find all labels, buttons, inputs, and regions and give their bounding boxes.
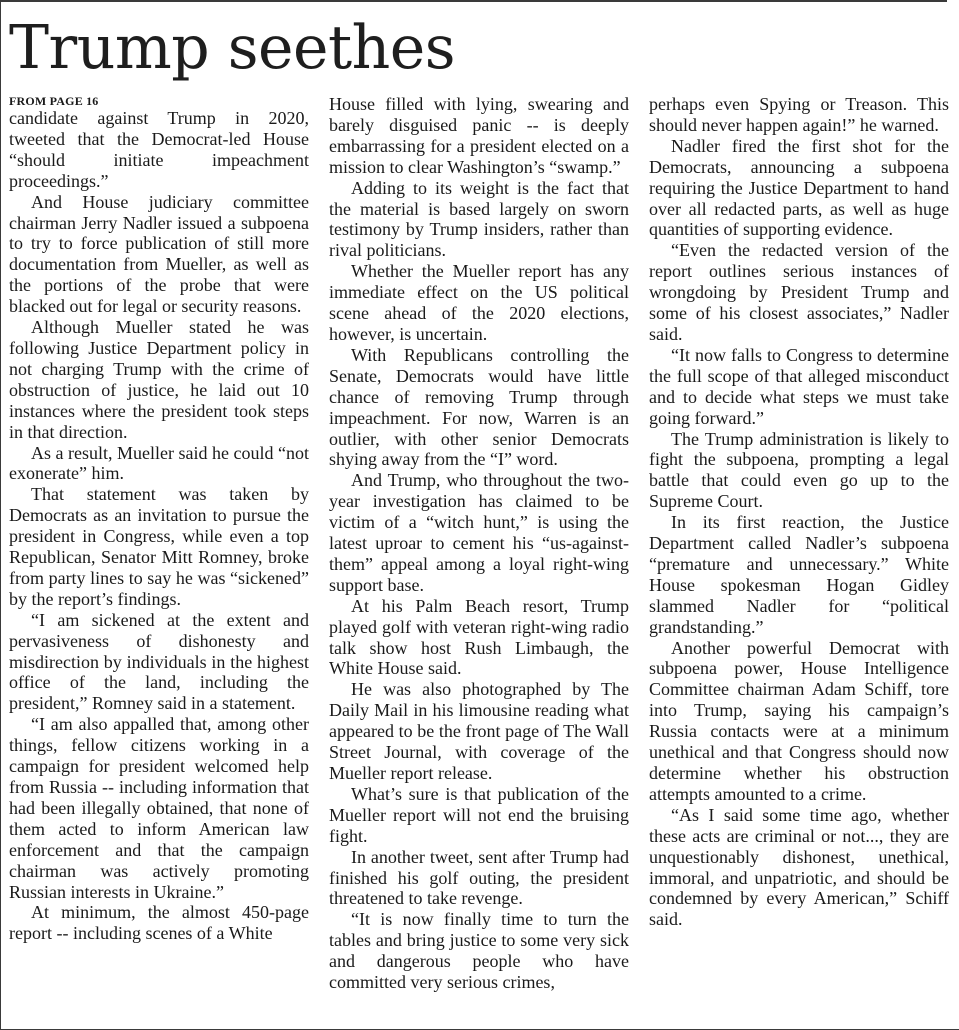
paragraph: “I am also appalled that, among other things, fellow citizens working in a campaign for president welcomed help from Russia -- including information that had been illegally obtained, that none of them acted to inform American law enforcement and that the campaign chairman was actively promoting Russian interests in Ukraine.” bbox=[9, 714, 309, 902]
paragraph: Adding to its weight is the fact that the material is based largely on sworn testimony by Trump insiders, rather than rival politicians. bbox=[329, 177, 629, 261]
column-2 bbox=[329, 94, 629, 1028]
paragraph: At his Palm Beach resort, Trump played golf with veteran right-wing radio talk show host Rush Limbaugh, the White House said. bbox=[329, 595, 629, 679]
paragraph: House filled with lying, swearing and barely disguised panic -- is deeply embarrassing for a president elected on a mission to clear Washington’s “swamp.” bbox=[329, 94, 629, 177]
column-3 bbox=[649, 94, 949, 1028]
paragraph: Although Mueller stated he was following Justice Department policy in not charging Trump with the crime of obstruction of justice, he laid out 10 instances where the president took steps in that direction. bbox=[9, 317, 309, 442]
paragraph: And Trump, who throughout the two-year investigation has claimed to be victim of a “witch hunt,” is using the latest uproar to cement his “us-against-them” appeal among a loyal right-wing support base. bbox=[329, 470, 629, 595]
paragraph: Nadler fired the first shot for the Democrats, announcing a subpoena requiring the Justice Department to hand over all redacted parts, as well as huge quantities of supporting evidence. bbox=[649, 135, 949, 240]
paragraph: With Republicans controlling the Senate, Democrats would have little chance of removing Trump through impeachment. For now, Warren is an outlier, with other senior Democrats shying away from the “I” word. bbox=[329, 344, 629, 470]
column-1 bbox=[9, 94, 309, 1028]
paragraph: “I am sickened at the extent and pervasiveness of dishonesty and misdirection by individuals in the highest office of the land, including the president,” Romney said in a statement. bbox=[9, 609, 309, 714]
headline: Trump seethes bbox=[9, 13, 456, 83]
paragraph: The Trump administration is likely to fight the subpoena, prompting a legal battle that could even go up to the Supreme Court. bbox=[649, 428, 949, 512]
top-rule bbox=[1, 0, 947, 2]
paragraph: And House judiciary committee chairman Jerry Nadler issued a subpoena to try to force publication of still more documentation from Mueller, as well as the portions of the probe that were blacked out for legal or security reasons. bbox=[9, 191, 309, 317]
paragraph: He was also photographed by The Daily Mail in his limousine reading what appeared to be the front page of The Wall Street Journal, with coverage of the Mueller report release. bbox=[329, 679, 629, 783]
paragraph: Whether the Mueller report has any immediate effect on the US political scene ahead of the 2020 elections, however, is uncertain. bbox=[329, 261, 629, 344]
paragraph: In its first reaction, the Justice Department called Nadler’s subpoena “premature and unnecessary.” White House spokesman Hogan Gidley slammed Nadler for “political grandstanding.” bbox=[649, 512, 949, 637]
paragraph: In another tweet, sent after Trump had finished his golf outing, the president threatened to take revenge. bbox=[329, 846, 629, 909]
paragraph: perhaps even Spying or Treason. This should never happen again!” he warned. bbox=[649, 94, 949, 135]
paragraph: At minimum, the almost 450-page report -- including scenes of a White bbox=[9, 902, 309, 944]
article-body bbox=[9, 94, 949, 1028]
paragraph: “Even the redacted version of the report outlines serious instances of wrongdoing by President Trump and some of his closest associates,” Nadler said. bbox=[649, 240, 949, 344]
paragraph: What’s sure is that publication of the Mueller report will not end the bruising fight. bbox=[329, 783, 629, 846]
paragraph: candidate against Trump in 2020, tweeted that the Democrat-led House “should initiate impeachment proceedings.” bbox=[9, 108, 309, 191]
paragraph: Another powerful Democrat with subpoena power, House Intelligence Committee chairman Adam Schiff, tore into Trump, saying his campaign’s Russia contacts were at a minimum unethical and that Congress should now determine whether his obstruction attempts amounted to a crime. bbox=[649, 637, 949, 804]
kicker-from-page: FROM PAGE 16 bbox=[9, 94, 99, 108]
paragraph: “It is now finally time to turn the tables and bring justice to some very sick and dangerous people who have committed very serious crimes, bbox=[329, 909, 629, 993]
paragraph: “As I said some time ago, whether these acts are criminal or not..., they are unquestionably dishonest, unethical, immoral, and unpatriotic, and should be condemned by every American,” Schiff said. bbox=[649, 804, 949, 930]
paragraph: “It now falls to Congress to determine the full scope of that alleged misconduct and to decide what steps we must take going forward.” bbox=[649, 344, 949, 428]
paragraph: As a result, Mueller said he could “not exonerate” him. bbox=[9, 442, 309, 484]
paragraph: That statement was taken by Democrats as an invitation to pursue the president in Congress, while even a top Republican, Senator Mitt Romney, broke from party lines to say he was “sickened” by the report’s findings. bbox=[9, 484, 309, 609]
